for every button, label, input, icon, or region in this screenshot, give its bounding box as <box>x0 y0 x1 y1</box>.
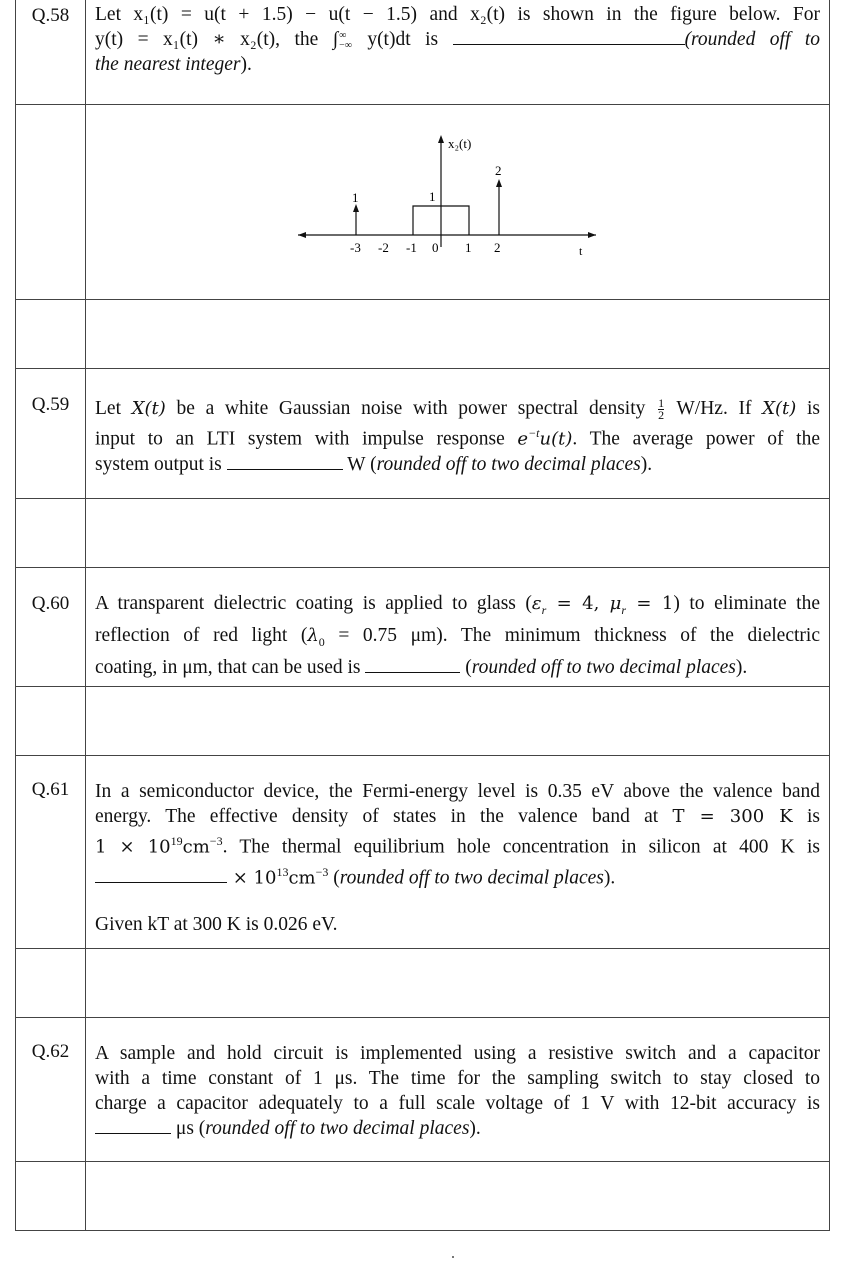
tick-minus1: -1 <box>406 240 417 255</box>
q60-line2-start: reflection of red light ( <box>95 624 308 646</box>
q61-given: Given kT at 300 K is 0.026 eV. <box>95 914 338 935</box>
q58-row <box>16 0 830 105</box>
q59-line3-mid: W ( <box>342 453 377 475</box>
q59-spacer-row <box>16 499 830 568</box>
impulse-minus3-label: 1 <box>352 190 359 205</box>
q60-hint: rounded off to two decimal places <box>471 656 736 678</box>
q61-nv-exp: 19 <box>170 834 183 848</box>
q62-spacer-right <box>86 1162 830 1231</box>
q58-text-cell <box>86 0 830 105</box>
x2-signal-figure <box>86 105 831 299</box>
q58-line2-start: y(t) = x₁(t) ∗ x₂(t), the ∫ <box>95 29 339 50</box>
page-mark <box>452 1256 454 1258</box>
q61-line2-start: energy. The effective density of states in the valence band at <box>95 806 673 827</box>
q59-x-symbol-2: X(t) <box>762 398 797 419</box>
t-axis-label: t <box>579 244 583 258</box>
q62-text-cell <box>86 1018 830 1162</box>
q60-line1-end: ) to eliminate the <box>673 593 821 614</box>
q60-mu-sub: r <box>621 602 627 617</box>
q61-answer-unit: cm <box>288 867 316 888</box>
q59-number: Q.59 <box>31 394 70 415</box>
q59-number-cell <box>16 369 86 499</box>
q59-frac-den: 2 <box>658 408 665 423</box>
q62-line3: charge a capacitor adequately to a full scale voltage of 1 V with 12-bit accuracy is <box>95 1093 820 1114</box>
q58-figure-row <box>16 105 830 300</box>
q58-figure-left <box>16 105 86 300</box>
q58-figure-cell <box>86 105 830 300</box>
q60-eps: ε <box>531 593 542 614</box>
q58-line1: Let x₁(t) = u(t + 1.5) − u(t − 1.5) and x₂(t) is shown in the figure below. For <box>95 4 820 25</box>
tick-2: 2 <box>494 240 501 255</box>
q62-hint: rounded off to two decimal places <box>205 1118 470 1139</box>
q61-spacer-left <box>16 949 86 1018</box>
q61-line3-end: . The thermal equilibrium hole concentration in silicon at 400 K is <box>222 836 820 858</box>
q60-line1 <box>95 591 820 623</box>
q62-number-cell <box>16 1018 86 1162</box>
q62-number: Q.62 <box>31 1041 70 1062</box>
q59-answer-blank[interactable] <box>227 453 343 470</box>
q59-row <box>16 369 830 499</box>
q59-line1-start: Let <box>95 398 132 419</box>
q60-line2-end: ). The minimum thickness of the dielectric <box>436 624 820 646</box>
q61-number: Q.61 <box>31 779 70 800</box>
tick-minus3: -3 <box>350 240 361 255</box>
q58-number-cell <box>16 0 86 105</box>
q62-line4-end: ). <box>469 1118 481 1139</box>
q59-x-symbol: X(t) <box>131 398 166 419</box>
q59-line1-mid2: W/Hz. If <box>666 398 763 419</box>
q61-answer-mult: × 10 <box>227 867 277 888</box>
q61-number-cell <box>16 756 86 949</box>
q60-line3-end: ). <box>735 656 748 678</box>
q59-line2 <box>95 421 820 452</box>
q60-line3-mid: ( <box>460 656 472 678</box>
q61-line2-end: is <box>792 806 820 827</box>
q61-spacer-row <box>16 949 830 1018</box>
q62-spacer-left <box>16 1162 86 1231</box>
q59-line3 <box>95 452 820 477</box>
q61-line4-mid: ( <box>328 867 340 888</box>
q58-number: Q.58 <box>31 5 70 26</box>
q58-spacer-row <box>16 300 830 369</box>
q61-answer-exp: 13 <box>276 864 289 879</box>
impulse-2-arrow <box>496 179 502 187</box>
q61-text-cell <box>86 756 830 949</box>
q58-int-upper: ∞ <box>339 29 347 41</box>
q60-row <box>16 568 830 687</box>
q60-spacer-left <box>16 687 86 756</box>
t-axis-left-arrow <box>298 232 306 238</box>
q61-line4-end: ). <box>603 867 616 888</box>
q59-line1-end: is <box>796 398 820 419</box>
tick-0: 0 <box>432 240 439 255</box>
q59-line3-end: ). <box>640 453 653 475</box>
q61-nv-value: 1 × 10 <box>95 836 171 858</box>
q60-line3-start: coating, in μm, that can be used is <box>95 656 366 678</box>
q60-eq1: = 4, <box>546 593 610 614</box>
q62-row <box>16 1018 830 1162</box>
q60-line1-start: A transparent dielectric coating is applied to glass ( <box>95 593 532 614</box>
q59-impulse-exp: −t <box>528 426 540 441</box>
impulse-2-label: 2 <box>495 163 502 178</box>
impulse-minus3-arrow <box>353 204 359 212</box>
q58-spacer-right <box>86 300 830 369</box>
t-axis-right-arrow <box>588 232 596 238</box>
q61-line1: In a semiconductor device, the Fermi-energy level is 0.35 eV above the valence band <box>95 781 820 802</box>
q61-line3 <box>95 829 820 860</box>
q62-answer-blank[interactable] <box>95 1117 171 1134</box>
question-table <box>15 0 830 1231</box>
q61-hint: rounded off to two decimal places <box>339 867 604 888</box>
q60-eq3: = 0.75 μm <box>324 624 437 646</box>
q62-spacer-row <box>16 1162 830 1231</box>
q59-line1-mid: be a white Gaussian noise with power spectral density <box>165 398 657 419</box>
q61-nv-unit-exp: −3 <box>209 834 223 848</box>
q59-frac-num: 1 <box>658 396 665 411</box>
q60-spacer-row <box>16 687 830 756</box>
q62-line2: with a time constant of 1 μs. The time for the sampling switch to stay closed to <box>95 1068 820 1089</box>
q61-nv-unit: cm <box>182 836 210 858</box>
q59-impulse-u: u(t) <box>539 428 573 450</box>
q59-impulse-e: e <box>517 428 529 450</box>
rect-pulse-label: 1 <box>429 189 436 204</box>
q60-line3 <box>95 655 820 680</box>
q58-int-lower: −∞ <box>339 39 352 51</box>
q60-number-cell <box>16 568 86 687</box>
q59-spacer-left <box>16 499 86 568</box>
q59-line1 <box>95 396 820 421</box>
q61-row <box>16 756 830 949</box>
q59-line3-start: system output is <box>95 453 227 475</box>
q60-spacer-right <box>86 687 830 756</box>
q60-number: Q.60 <box>31 593 70 614</box>
q59-line2-end: . The average power of the <box>572 428 820 450</box>
q58-hint: (rounded off to <box>684 29 820 50</box>
q60-text-cell <box>86 568 830 687</box>
q58-answer-blank[interactable] <box>453 28 685 45</box>
q58-line2 <box>95 27 820 52</box>
q61-line2 <box>95 804 820 829</box>
q60-lambda: λ <box>307 624 319 646</box>
q59-line2-start: input to an LTI system with impulse response <box>95 428 518 450</box>
q62-line1: A sample and hold circuit is implemented using a resistive switch and a capacitor <box>95 1043 820 1064</box>
q59-hint: rounded off to two decimal places <box>376 453 641 475</box>
q61-temp: T = 300 K <box>672 806 793 827</box>
q60-answer-blank[interactable] <box>365 656 460 673</box>
x2-axis-arrow <box>438 135 444 143</box>
q61-answer-unit-exp: −3 <box>315 864 329 879</box>
q61-answer-blank[interactable] <box>95 866 227 883</box>
q60-mu: μ <box>609 593 622 614</box>
q62-line4-mid: μs ( <box>171 1118 206 1139</box>
q62-line4 <box>95 1116 820 1141</box>
q60-eq2: = 1 <box>626 593 674 614</box>
q59-text-cell <box>86 369 830 499</box>
q58-hint2-end: ). <box>240 54 252 75</box>
q60-line2 <box>95 623 820 655</box>
tick-minus2: -2 <box>378 240 389 255</box>
q60-lambda-sub: 0 <box>318 634 325 649</box>
q58-spacer-left <box>16 300 86 369</box>
q61-spacer-right <box>86 949 830 1018</box>
q59-spacer-right <box>86 499 830 568</box>
q58-line2-mid: y(t)dt is <box>352 29 453 50</box>
q60-eps-sub: r <box>541 602 547 617</box>
x2-axis-label: x₂(t) <box>448 136 472 151</box>
q59-psd-fraction <box>658 398 664 421</box>
tick-1: 1 <box>465 240 472 255</box>
q58-hint2: the nearest integer <box>95 54 241 75</box>
q61-line4 <box>95 860 820 891</box>
